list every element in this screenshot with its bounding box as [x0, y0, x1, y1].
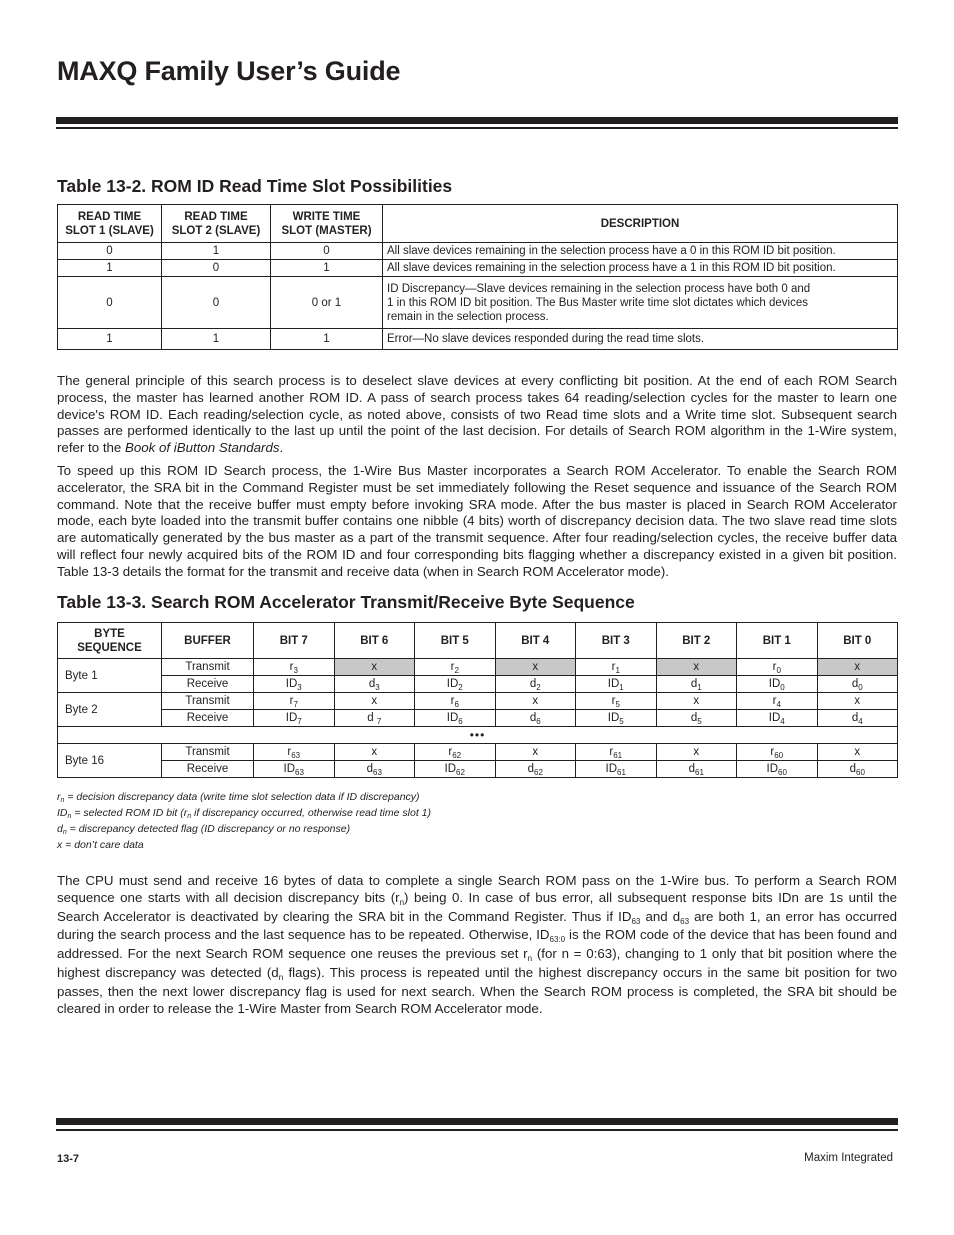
- table-row: 1 0 1 All slave devices remaining in the selection process have a 1 in this ROM ID bit position.: [58, 260, 898, 277]
- header-bit-1: BIT 1: [737, 623, 818, 659]
- header-byte-sequence: BYTE SEQUENCE: [58, 623, 162, 659]
- table1-title: Table 13-2. ROM ID Read Time Slot Possibilities: [57, 176, 453, 196]
- footnote: $r_n$ = decision discrepancy data (write time slot selection data if ID discrepancy): [57, 791, 420, 804]
- header-bit-4: BIT 4: [495, 623, 576, 659]
- header-bit-2: BIT 2: [656, 623, 737, 659]
- header-buffer: BUFFER: [162, 623, 254, 659]
- table-row: Receive $ID_3$ $d_3$ $ID_2$ $d_2$ $ID_1$ $d_1$ $ID_0$ $d_0$: [58, 676, 898, 693]
- table-row: Receive $ID_{63}$ $d_{63}$ $ID_{62}$ $d_{62}$ $ID_{61}$ $d_{61}$ $ID_{60}$ $d_{60}$: [58, 761, 898, 778]
- table-row-ellipsis: [58, 727, 898, 744]
- table-row: 0 1 0 All slave devices remaining in the selection process have a 0 in this ROM ID bit position.: [58, 243, 898, 260]
- footer-rule-thin: [56, 1129, 898, 1131]
- header-rule-thick: [56, 117, 898, 124]
- footnote: $d_n$ = discrepancy detected flag (ID discrepancy or no response): [57, 823, 351, 836]
- table-row: Byte 2 Transmit $r_7$ x $r_6$ x $r_5$ x $r_4$ x: [58, 693, 898, 710]
- table-row: Byte 1 Transmit $r_3$ x $r_2$ x $r_1$ x $r_0$ x: [58, 659, 898, 676]
- table-row: Byte 16 Transmit $r_{63}$ x $r_{62}$ x $r_{61}$ x $r_{60}$ x: [58, 744, 898, 761]
- table-row: 0 0 0 or 1 ID Discrepancy—Slave devices remaining in the selection process have both 0 and 1 in this ROM ID bit position. The Bus Master write time slot dictates which devices remain in the selection process.: [58, 277, 898, 329]
- header-rule-thin: [56, 127, 898, 129]
- table-row: 1 1 1 Error—No slave devices responded during the read time slots.: [58, 329, 898, 350]
- header-description: DESCRIPTION: [383, 205, 898, 243]
- header-bit-5: BIT 5: [415, 623, 496, 659]
- footnote: $ID_n$ = selected ROM ID bit ($r_n$ if discrepancy occurred, otherwise read time slot 1): [57, 807, 431, 820]
- paragraph-search-accelerator: To speed up this ROM ID Search process, the 1-Wire Bus Master incorporates a Search ROM Accelerator. To enable the Search ROM accelerator, the SRA bit in the Command Register must be set immediately following the Reset sequence and issuance of the Search ROM command. Note that the receive buffer must empty before invoking SRA mode. After the bus master is placed in Search ROM Accelerator mode, each byte loaded into the transmit buffer contains one nibble (4 bits) worth of discrepancy decision data. The two slave read time slots are automatically generated by the bus master as a part of the transmit sequence. After four reading/selection cycles, the receive buffer data will reflect four newly acquired bits of the ROM ID and four corresponding bits flagging whether a discrepancy existed in a given bit position. Table 13-3 details the format for the transmit and receive data (when in Search ROM Accelerator mode).: [57, 463, 897, 579]
- header-bit-6: BIT 6: [334, 623, 415, 659]
- header-read-slot-1: READ TIME SLOT 1 (SLAVE): [58, 205, 162, 243]
- header-read-slot-2: READ TIME SLOT 2 (SLAVE): [162, 205, 271, 243]
- paragraph-search-rom-pass: The CPU must send and receive 16 bytes of data to complete a single Search ROM pass on the 1-Wire bus. To perform a Search ROM sequence one starts with all decision discrepancy bits $(r_n)$ being 0. In case of bus error, all subsequent response bits IDn are 1s until the Search Accelerator is deactivated by clearing the SRA bit in the Command Register. Thus if $ID_{63}$ and $d_{63}$ are both 1, an error has occurred during the search process and the last sequence has to be repeated. Otherwise, $ID_{63:0}$ is the ROM code of the device that has been found and addressed. For the next Search ROM sequence one reuses the previous set $r_n$ (for n = 0:63), changing to 1 only that bit position where the highest discrepancy was detected ($d_n$ flags). This process is repeated until the highest discrepancy occurs in the same bit position for two passes, then the next lower discrepancy flag is used for next search. When the Search ROM process is completed, the SRA bit should be cleared in order to release the 1-Wire Master from Search ROM Accelerator mode.: [57, 873, 898, 1016]
- rom-id-time-slot-table: [57, 204, 898, 350]
- byte-label: Byte 2: [58, 693, 162, 727]
- byte-label: Byte 1: [58, 659, 162, 693]
- table-row: Receive $ID_7$ d $_7$ $ID_6$ $d_6$ $ID_5$ $d_5$ $ID_4$ $d_4$: [58, 710, 898, 727]
- search-rom-accelerator-table: [57, 622, 898, 778]
- header-bit-0: BIT 0: [817, 623, 898, 659]
- paragraph-search-principle: The general principle of this search process is to deselect slave devices at every conflicting bit position. At the end of each ROM Search process, the master has learned another ROM ID. A pass of search process takes 64 reading/selection cycles for the master to learn one device's ROM ID. Each reading/selection cycle, as noted above, consists of two Read time slots and a Write time slot. Subsequent search passes are performed identically to the last up until the point of the last decision. For details of Search ROM algorithm in the 1-Wire system, refer to the Book of iButton Standards.: [57, 373, 897, 456]
- footnote: x = don’t care data: [57, 839, 144, 851]
- footer-rule-thick: [56, 1118, 898, 1125]
- header-bit-7: BIT 7: [254, 623, 335, 659]
- ellipsis: •••: [58, 727, 898, 744]
- table-footnotes: [57, 790, 431, 852]
- company-name: Maxim Integrated: [804, 1152, 893, 1164]
- byte-label: Byte 16: [58, 744, 162, 778]
- header-bit-3: BIT 3: [576, 623, 657, 659]
- table2-title: Table 13-3. Search ROM Accelerator Transmit/Receive Byte Sequence: [57, 592, 635, 612]
- page-number: 13-7: [57, 1153, 80, 1165]
- header-write-slot: WRITE TIME SLOT (MASTER): [271, 205, 383, 243]
- page-title: MAXQ Family User’s Guide: [57, 56, 401, 86]
